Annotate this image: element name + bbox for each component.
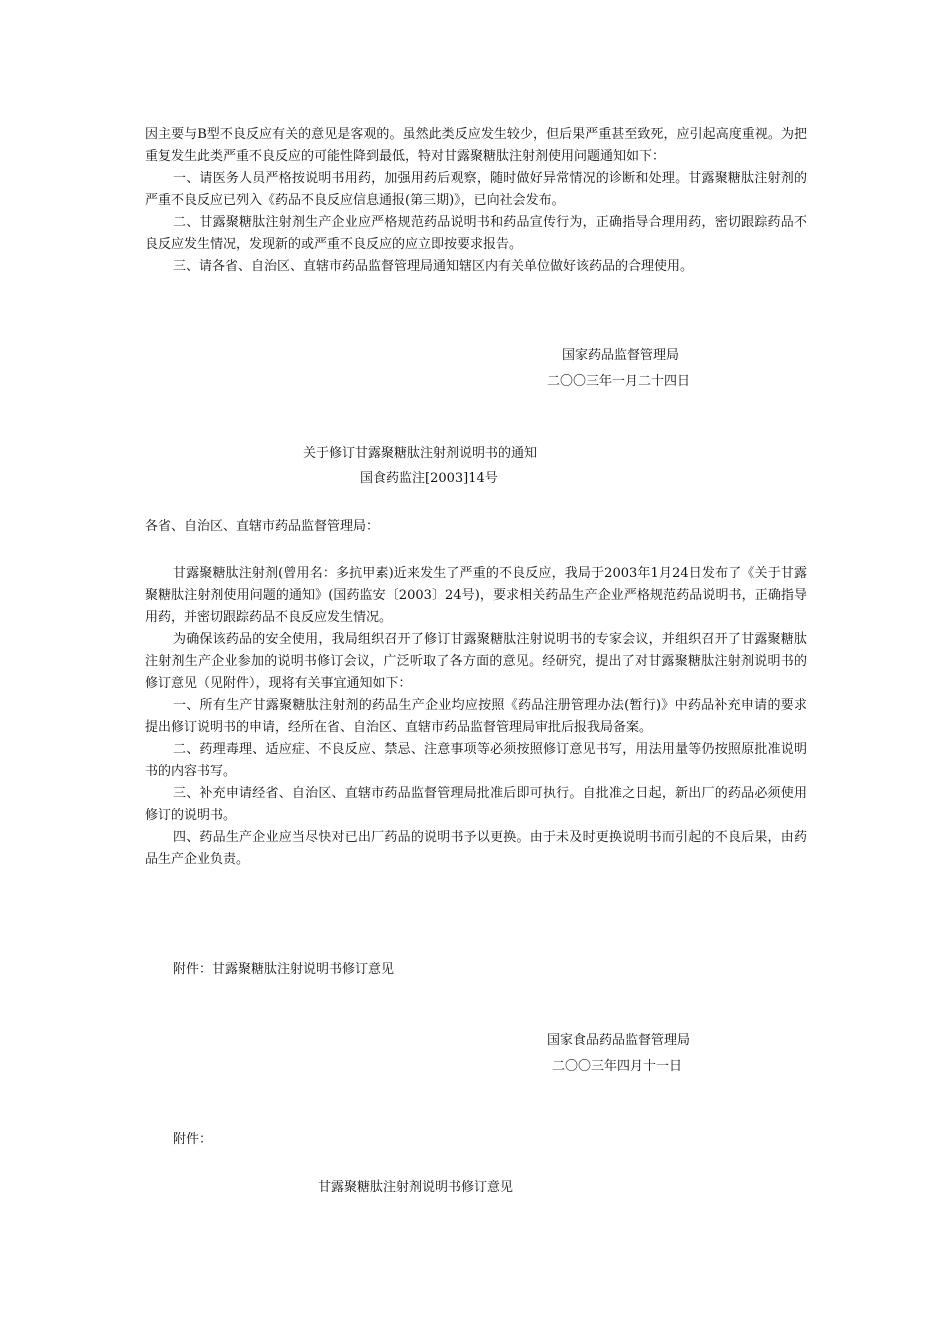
notice2-paragraph-2: 一、所有生产甘露聚糖肽注射剂的药品生产企业均应按照《药品注册管理办法(暂行)》中药品补充申请的要求提出修订说明书的申请，经所在省、自治区、直辖市药品监督管理局审批后报我局备案。 — [145, 698, 807, 735]
notice1-signature-org: 国家药品监督管理局 — [562, 348, 680, 363]
attachment-label: 附件： — [173, 1132, 213, 1147]
notice2-doc-number: 国食药监注[2003]14号 — [360, 471, 498, 486]
notice2-body — [145, 563, 807, 871]
notice2-signature-org: 国家食品药品监督管理局 — [547, 1033, 691, 1048]
notice1-paragraph-2: 二、甘露聚糖肽注射剂生产企业应严格规范药品说明书和药品宣传行为，正确指导合理用药，密切跟踪药品不良反应发生情况，发现新的或严重不良反应的应立即按要求报告。 — [145, 215, 807, 252]
notice1-signature-date: 二〇〇三年一月二十四日 — [547, 374, 691, 389]
notice2-paragraph-4: 三、补充申请经省、自治区、直辖市药品监督管理局批准后即可执行。自批准之日起，新出厂的药品必须使用修订的说明书。 — [145, 786, 807, 823]
notice2-salutation: 各省、自治区、直辖市药品监督管理局： — [145, 519, 380, 534]
notice1-body — [145, 124, 807, 278]
notice2-paragraph-3: 二、药理毒理、适应症、不良反应、禁忌、注意事项等必须按照修订意见书写，用法用量等仍按照原批准说明书的内容书写。 — [145, 742, 807, 779]
notice1-paragraph-1: 一、请医务人员严格按说明书用药，加强用药后观察，随时做好异常情况的诊断和处理。甘露聚糖肽注射剂的严重不良反应已列入《药品不良反应信息通报(第三期)》，已向社会发布。 — [145, 171, 807, 208]
notice2-title: 关于修订甘露聚糖肽注射剂说明书的通知 — [303, 446, 538, 461]
notice2-signature-date: 二〇〇三年四月十一日 — [552, 1059, 683, 1074]
notice1-paragraph-3: 三、请各省、自治区、直辖市药品监督管理局通知辖区内有关单位做好该药品的合理使用。 — [173, 259, 694, 274]
attachment-title: 甘露聚糖肽注射剂说明书修订意见 — [318, 1180, 514, 1195]
notice2-attachment-line: 附件：甘露聚糖肽注射说明书修订意见 — [173, 962, 395, 977]
notice1-paragraph-0: 因主要与B型不良反应有关的意见是客观的。虽然此类反应发生较少，但后果严重甚至致死，应引起高度重视。为把重复发生此类严重不良反应的可能性降到最低，特对甘露聚糖肽注射剂使用问题通知如下： — [145, 127, 807, 164]
notice2-paragraph-0: 甘露聚糖肽注射剂(曾用名：多抗甲素)近来发生了严重的不良反应，我局于2003年1月24日发布了《关于甘露聚糖肽注射剂使用问题的通知》(国药监安〔2003〕24号)，要求相关药品生产企业严格规范药品说明书，正确指导用药，并密切跟踪药品不良反应发生情况。 — [145, 566, 807, 625]
notice2-paragraph-1: 为确保该药品的安全使用，我局组织召开了修订甘露聚糖肽注射说明书的专家会议，并组织召开了甘露聚糖肽注射剂生产企业参加的说明书修订会议，广泛听取了各方面的意见。经研究，提出了对甘露聚糖肽注射剂说明书的修订意见（见附件），现将有关事宜通知如下： — [145, 632, 807, 691]
notice2-paragraph-5: 四、药品生产企业应当尽快对已出厂药品的说明书予以更换。由于未及时更换说明书而引起的不良后果，由药品生产企业负责。 — [145, 830, 807, 867]
